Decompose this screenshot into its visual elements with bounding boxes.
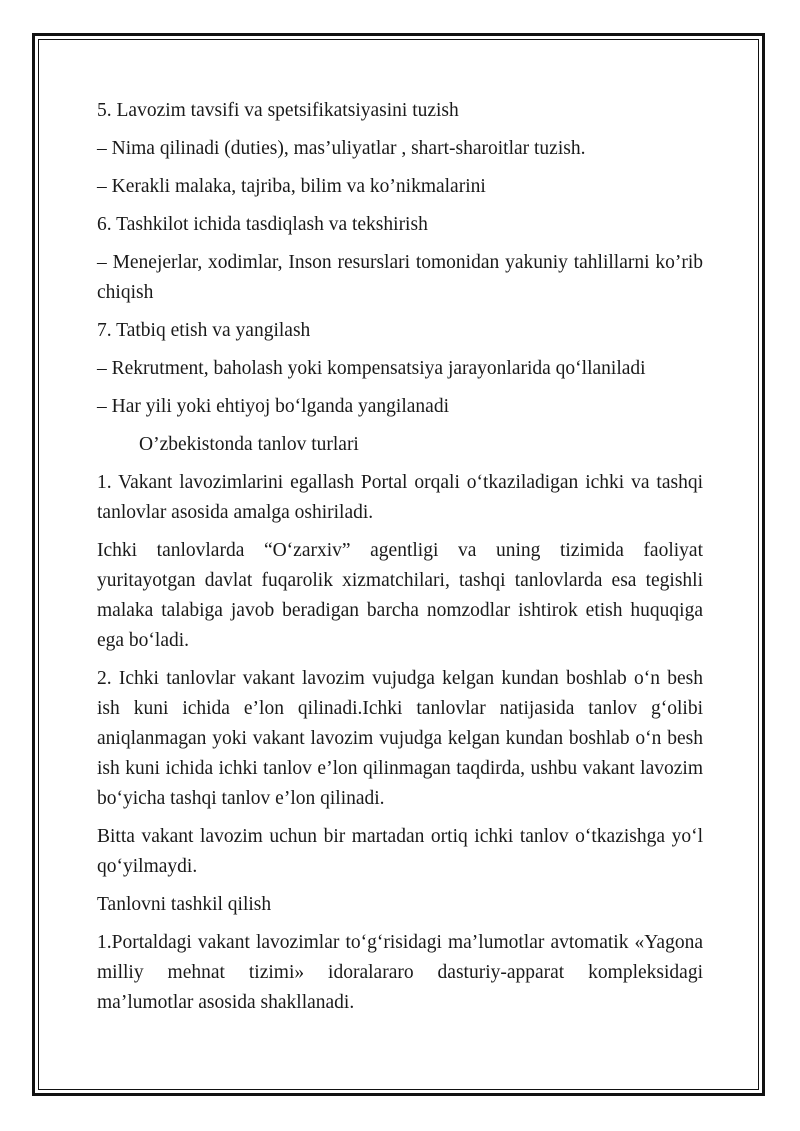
document-body bbox=[97, 96, 703, 1026]
section-7-item-usage: – Rekrutment, baholash yoki kompensatsiya jarayonlarida qo‘llaniladi bbox=[97, 358, 646, 379]
section-5-item-duties: – Nima qilinadi (duties), mas’uliyatlar , shart-sharoitlar tuzish. bbox=[97, 138, 586, 159]
section-6-item-review: – Menejerlar, xodimlar, Inson resurslari tomonidan yakuniy tahlillarni ko’rib chiqish bbox=[97, 252, 703, 303]
paragraph-1-portaldagi: 1.Portaldagi vakant lavozimlar to‘g‘risidagi ma’lumotlar avtomatik «Yagona milliy mehnat tizimi» idoralararo dasturiy-apparat kompleksidagi ma’lumotlar asosida shakllanadi. bbox=[97, 932, 703, 1013]
subheading-tanlovni-tashkil: Tanlovni tashkil qilish bbox=[97, 894, 272, 915]
subheading-tanlov-turlari: O’zbekistonda tanlov turlari bbox=[139, 434, 359, 455]
paragraph-2-ichki: 2. Ichki tanlovlar vakant lavozim vujudga kelgan kundan boshlab o‘n besh ish kuni ichida e’lon qilinadi.Ichki tanlovlar natijasida tanlov g‘olibi aniqlanmagan yoki vakant lavozim vujudga kelgan kundan boshlab o‘n besh ish kuni ichida ichki tanlov e’lon qilinmagan taqdirda, ushbu vakant lavozim bo‘yicha tashqi tanlov e’lon qilinadi. bbox=[97, 668, 703, 809]
paragraph-ichki-tanlovlarda: Ichki tanlovlarda “O‘zarxiv” agentligi va uning tizimida faoliyat yuritayotgan davlat fuqarolik xizmatchilari, tashqi tanlovlarda esa tegishli malaka talabiga javob beradigan barcha nomzodlar ishtirok etish huquqiga ega bo‘ladi. bbox=[97, 540, 703, 651]
section-7-heading: 7. Tatbiq etish va yangilash bbox=[97, 320, 311, 341]
section-6-heading: 6. Tashkilot ichida tasdiqlash va tekshirish bbox=[97, 214, 428, 235]
section-5-item-skills: – Kerakli malaka, tajriba, bilim va ko’nikmalarini bbox=[97, 176, 486, 197]
section-5-heading: 5. Lavozim tavsifi va spetsifikatsiyasini tuzish bbox=[97, 100, 459, 121]
paragraph-bitta-vakant: Bitta vakant lavozim uchun bir martadan ortiq ichki tanlov o‘tkazishga yo‘l qo‘yilmaydi. bbox=[97, 826, 703, 877]
section-7-item-update: – Har yili yoki ehtiyoj bo‘lganda yangilanadi bbox=[97, 396, 449, 417]
paragraph-1-vakant: 1. Vakant lavozimlarini egallash Portal orqali o‘tkaziladigan ichki va tashqi tanlovlar asosida amalga oshiriladi. bbox=[97, 472, 703, 523]
